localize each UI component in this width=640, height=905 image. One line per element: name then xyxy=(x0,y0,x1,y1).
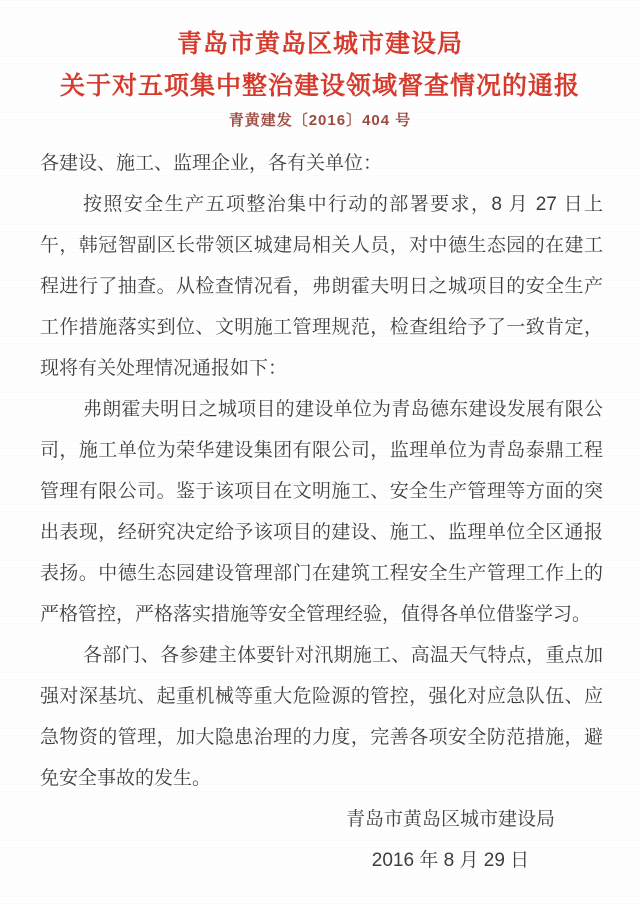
signature: 青岛市黄岛区城市建设局 xyxy=(345,809,555,830)
body-paragraph: 各部门、各参建主体要针对汛期施工、高温天气特点，重点加强对深基坑、起重机械等重大危险源的管控，强化对应急队伍、应急物资的管理，加大隐患治理的力度，完善各项安全防范措施，避免安全事故的发生。 xyxy=(40,645,603,789)
body-paragraph: 弗朗霍夫明日之城项目的建设单位为青岛德东建设发展有限公司，施工单位为荣华建设集团有限公司，监理单位为青岛泰鼎工程管理有限公司。鉴于该项目在文明施工、安全生产管理等方面的突出表现，经研究决定给予该项目的建设、施工、监理单位全区通报表扬。中德生态园建设管理部门在建筑工程安全生产管理工作上的严格管控，严格落实措施等安全管理经验，值得各单位借鉴学习。 xyxy=(40,399,603,625)
subject-title: 关于对五项集中整治建设领域督查情况的通报 xyxy=(59,72,580,100)
paragraph-list xyxy=(40,184,603,799)
signature-block xyxy=(346,799,555,881)
body-paragraph: 按照安全生产五项整治集中行动的部署要求，8 月 27 日上午，韩冠智副区长带领区城建局相关人员，对中德生态园的在建工程进行了抽查。从检查情况看，弗朗霍夫明日之城项目的安全生产工作措施落实到位、文明施工管理规范，检查组给予了一致肯定，现将有关处理情况通报如下： xyxy=(40,194,603,379)
document-body xyxy=(40,143,603,881)
salutation: 各建设、施工、监理企业，各有关单位： xyxy=(40,153,383,174)
issuer-title: 青岛市黄岛区城市建设局 xyxy=(176,30,463,58)
date: 2016 年 8 月 29 日 xyxy=(371,850,530,871)
doc-number: 青黄建发〔2016〕404 号 xyxy=(228,112,412,129)
